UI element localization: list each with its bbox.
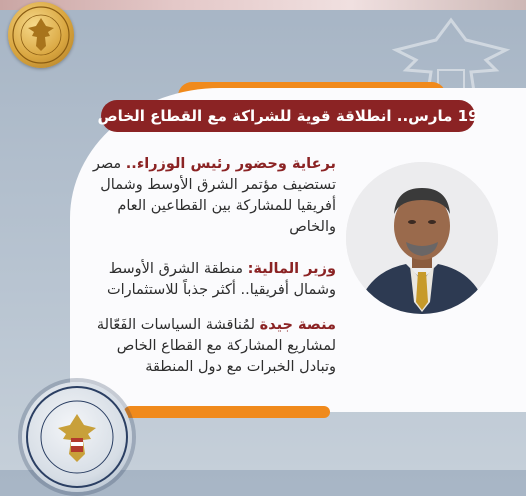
headline-text: 19 مارس.. انطلاقة قوية للشراكة مع القطاع الخاص	[97, 107, 479, 125]
ministry-of-finance-seal-logo	[22, 382, 132, 492]
paragraph-3-line-1	[97, 315, 336, 336]
paragraph-2-line-1-rest: منطقة الشرق الأوسط	[108, 261, 248, 277]
paragraph-2-line-1	[107, 259, 336, 280]
paragraph-3-highlight: منصة جيدة	[259, 317, 336, 333]
paragraph-3	[97, 315, 336, 378]
headline-banner	[97, 100, 479, 132]
paragraph-1	[93, 154, 336, 238]
paragraph-1-line-1	[93, 154, 336, 175]
orange-accent-bottom	[124, 406, 330, 418]
paragraph-2-highlight: وزير المالية:	[247, 261, 336, 277]
cabinet-seal-logo	[8, 2, 74, 68]
paragraph-3-line-3: وتبادل الخبرات مع دول المنطقة	[145, 359, 336, 375]
paragraph-2-line-2: وشمال أفريقيا.. أكثر جذباً للاستثمارات	[106, 282, 336, 298]
paragraph-1-line-2: تستضيف مؤتمر الشرق الأوسط وشمال	[100, 177, 336, 193]
paragraph-3-line-1-rest: لمُناقشة السياسات الفَعّالة	[96, 317, 260, 333]
top-decorative-band	[0, 0, 526, 10]
paragraph-1-line-4: والخاص	[289, 219, 336, 235]
paragraph-1-line-1-rest: مصر	[92, 156, 126, 172]
paragraph-1-line-3: أفريقيا للمشاركة بين القطاعين العام	[117, 198, 336, 214]
minister-photo	[346, 162, 498, 314]
paragraph-2	[107, 259, 336, 301]
paragraph-3-line-2: لمشاريع المشاركة مع القطاع الخاص	[116, 338, 336, 354]
paragraph-1-highlight: برعاية وحضور رئيس الوزراء..	[125, 156, 336, 172]
